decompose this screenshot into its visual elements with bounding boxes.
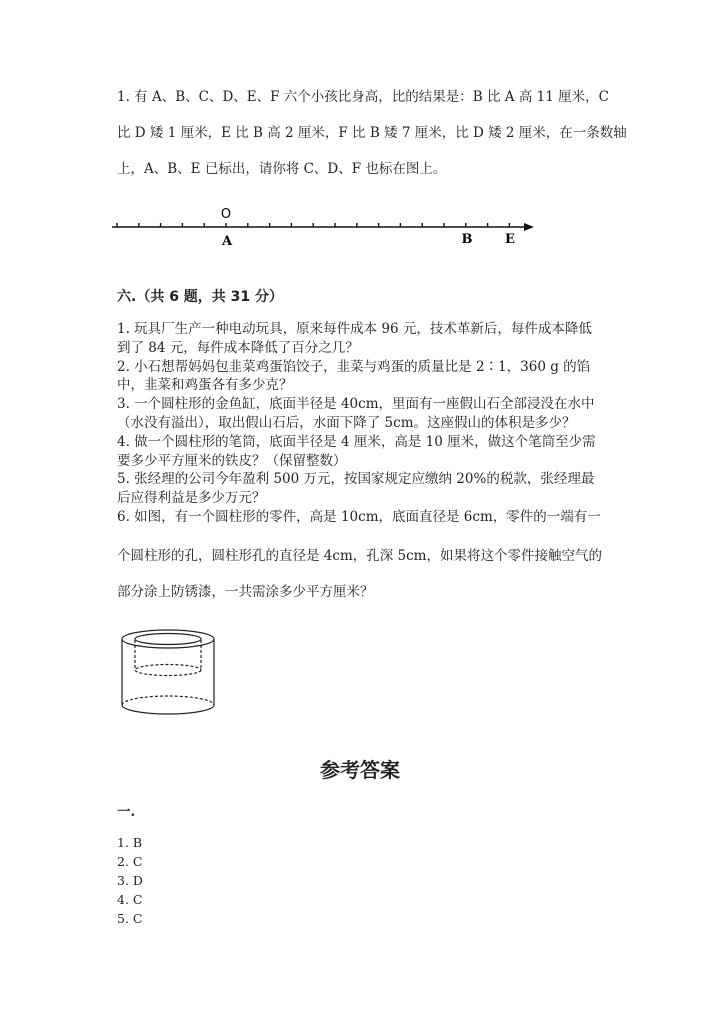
text-line: （水没有溢出），取出假山石后，水面下降了 5cm。这座假山的体积是多少？ [117,414,576,431]
origin-label: O [220,207,232,222]
text-line: 4. 做一个圆柱形的笔筒，底面半径是 4 厘米，高是 10 厘米，做这个笔筒至少需 [117,433,596,450]
text-line: 到了 84 元，每件成本降低了百分之几？ [117,339,359,356]
section6-questions [117,320,601,527]
answers-section: 一. [117,804,136,820]
text-line: 上，A、B、E 已标出，请你将 C、D、F 也标在图上。 [117,161,447,177]
text-line: 5. 张经理的公司今年盈利 500 万元，按国家规定应缴纳 20%的税款，张经理最 [117,471,595,488]
text-line: 比 D 矮 1 厘米，E 比 B 高 2 厘米，F 比 B 矮 7 厘米，比 D 矮 2 厘米，在一条数轴 [117,125,627,141]
arrow-head [524,223,534,231]
answer-item: 3. D [117,873,143,888]
text-line: 1. 有 A、B、C、D、E、F 六个小孩比身高，比的结果是：B 比 A 高 11 厘米，C [117,89,609,105]
text-line: 个圆柱形的孔，圆柱形孔的直径是 4cm，孔深 5cm，如果将这个零件接触空气的 [117,548,602,564]
question-1 [117,79,627,187]
answer-item: 5. C [117,911,143,926]
text-line: 6. 如图，有一个圆柱形的零件，高是 10cm，底面直径是 6cm，零件的一端有一 [117,508,601,525]
answers-title: 参考答案 [320,758,400,782]
text-line: 2. 小石想帮妈妈包韭菜鸡蛋馅饺子，韭菜与鸡蛋的质量比是 2∶1，360 g 的馅 [117,358,591,375]
text-line: 中，韭菜和鸡蛋各有多少克？ [117,377,293,394]
text-line: 后应得利益是多少万元？ [117,490,266,507]
point-label-b: B [461,232,473,247]
text-line: 要多少平方厘米的铁皮？（保留整数） [117,452,347,469]
section-heading: 六.（共 6 题，共 31 分） [117,289,284,305]
number-line [0,200,720,250]
answer-item: 1. B [117,835,143,850]
cylinder-figure [110,625,230,725]
text-line: 1. 玩具厂生产一种电动玩具，原来每件成本 96 元，技术革新后，每件成本降低 [117,321,592,337]
point-label-a: A [221,234,233,249]
answer-item: 2. C [117,854,143,869]
text-line: 部分涂上防锈漆，一共需涂多少平方厘米？ [117,584,374,600]
point-label-e: E [505,232,515,247]
question-6-continued [117,538,602,610]
text-line: 3. 一个圆柱形的金鱼缸，底面半径是 40cm，里面有一座假山石全部浸没在水中 [117,396,595,413]
answer-item: 4. C [117,892,143,907]
answers-list [117,833,143,928]
